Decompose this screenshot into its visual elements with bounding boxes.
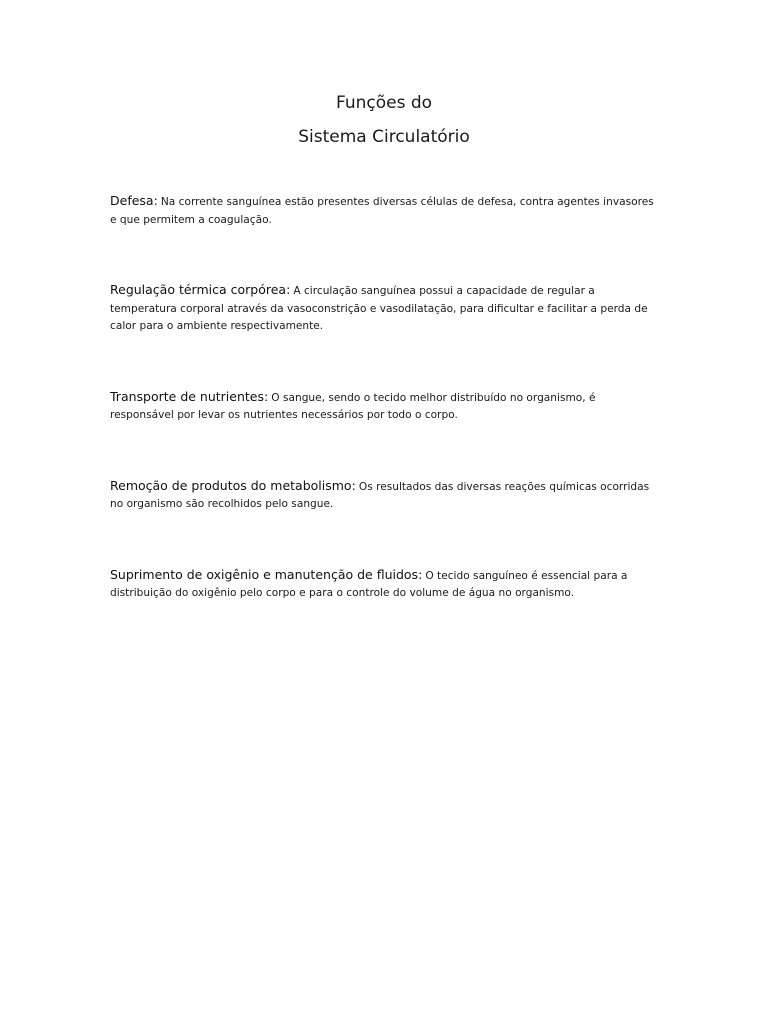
page-title <box>0 86 768 154</box>
section-heading: Defesa: <box>110 193 158 208</box>
section-text: O tecido sanguíneo é essencial para a distribuição do oxigênio pelo corpo e para o controle do volume de água no organismo. <box>110 569 628 599</box>
title-line-1: Funções do <box>335 93 433 113</box>
section-regulacao-termica <box>110 281 658 336</box>
section-heading: Regulação térmica corpórea: <box>110 282 291 297</box>
section-heading: Transporte de nutrientes: <box>110 388 269 404</box>
document-body <box>110 192 658 655</box>
section-text: A circulação sanguínea possui a capacidade de regular a temperatura corporal através da vasoconstrição e vasodilatação, para dificultar e facilitar a perda de calor para o ambiente respectivamente. <box>110 285 648 332</box>
section-suprimento-oxigenio <box>110 566 658 603</box>
section-heading: Remoção de produtos do metabolismo: <box>110 477 356 493</box>
section-defesa <box>110 192 658 229</box>
section-transporte-nutrientes <box>110 388 658 425</box>
section-text: O sangue, sendo o tecido melhor distribuído no organismo, é responsável por levar os nutrientes necessários por todo o corpo. <box>110 391 596 421</box>
title-line-2: Sistema Circulatório <box>298 127 470 147</box>
section-remocao-produtos <box>110 477 658 514</box>
section-text: Os resultados das diversas reações químicas ocorridas no organismo são recolhidos pelo sangue. <box>110 480 650 510</box>
section-heading: Suprimento de oxigênio e manutenção de fluidos: <box>110 566 423 582</box>
section-text: Na corrente sanguínea estão presentes diversas células de defesa, contra agentes invasores e que permitem a coagulação. <box>110 196 654 226</box>
